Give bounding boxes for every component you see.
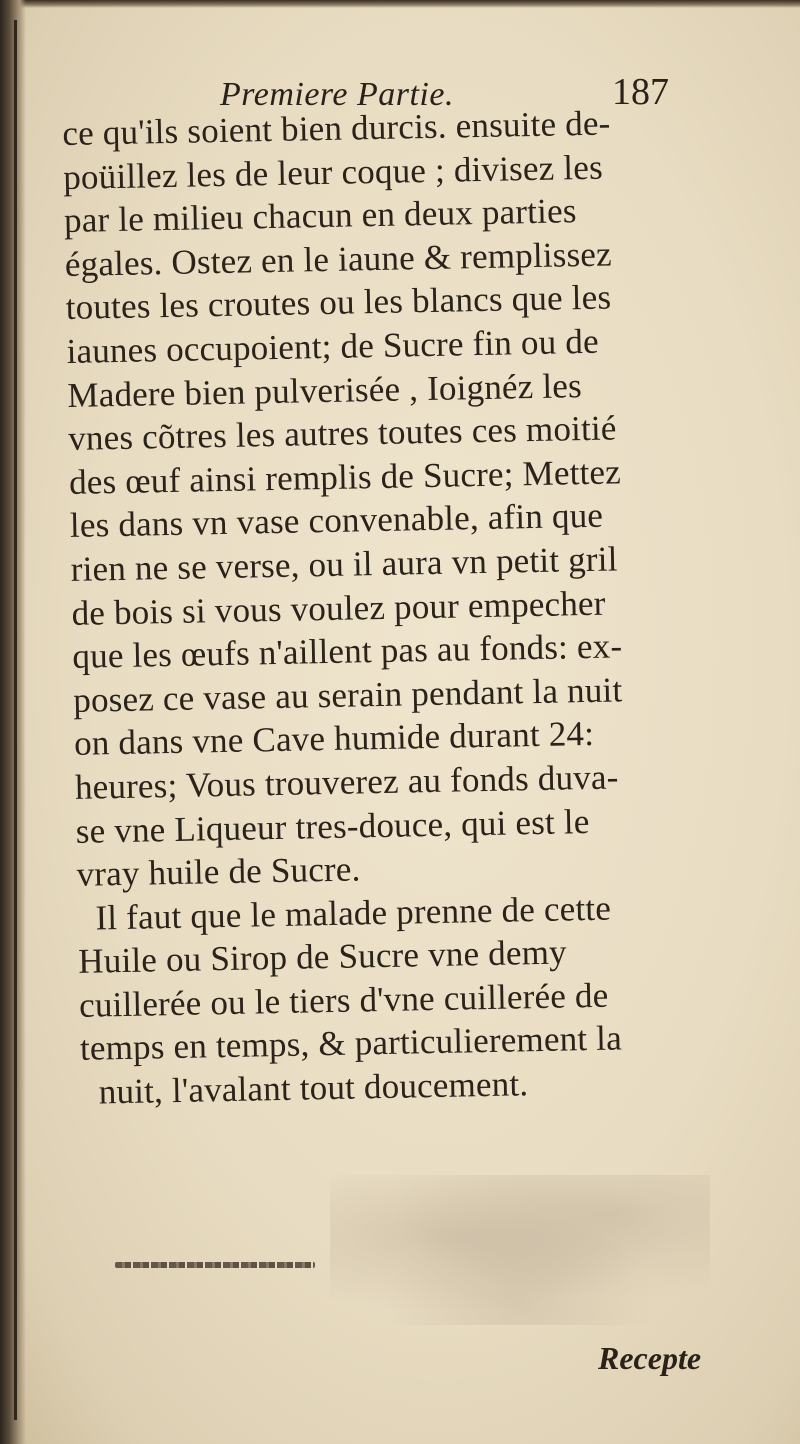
- text-line: se vne Liqueur tres-douce, qui est le: [75, 801, 590, 851]
- text-line: vray huile de Sucre.: [76, 849, 361, 894]
- text-line: on dans vne Cave humide durant 24:: [73, 714, 595, 764]
- binding-gutter: [0, 0, 26, 1444]
- catchword: Recepte: [598, 1340, 702, 1376]
- text-line: Madere bien pulverisée , Ioignéz les: [67, 365, 583, 415]
- text-line: égales. Ostez en le iaune & remplissez: [64, 234, 613, 284]
- body-text: [62, 99, 741, 1114]
- bleed-through-marks: [330, 1175, 710, 1325]
- page-top-edge: [0, 0, 800, 8]
- page-number: 187: [612, 71, 669, 113]
- text-line: vnes cõtres les autres toutes ces moitié: [67, 408, 617, 459]
- text-line: posez ce vase au serain pendant la nuit: [72, 670, 623, 720]
- text-line: Il faut que le malade prenne de cette: [95, 888, 612, 938]
- text-line: poüillez les de leur coque ; divisez les: [62, 147, 604, 197]
- text-line: nuit, l'avalant tout doucement.: [98, 1064, 529, 1112]
- text-line: cuillerée ou le tiers d'vne cuillerée de: [78, 975, 609, 1025]
- text-line: les dans vn vase convenable, afin que: [69, 496, 604, 546]
- text-line: rien ne se verse, ou il aura vn petit gril: [70, 539, 618, 589]
- text-line: toutes les croutes ou les blancs que les: [65, 277, 612, 328]
- gutter-shadow-line: [14, 20, 17, 1420]
- running-title: Premiere Partie.: [220, 76, 454, 113]
- text-line: de bois si vous voulez pour empecher: [71, 583, 606, 633]
- text-line: iaunes occupoient; de Sucre fin ou de: [66, 321, 600, 371]
- text-line: que les œufs n'aillent pas au fonds: ex-: [72, 626, 623, 677]
- ornamental-rule: [115, 1262, 315, 1268]
- text-line: des œuf ainsi remplis de Sucre; Mettez: [68, 452, 622, 502]
- text-line: par le milieu chacun en deux parties: [63, 191, 577, 241]
- text-line: Huile ou Sirop de Sucre vne demy: [77, 932, 568, 982]
- text-line: temps en temps, & particulierement la: [79, 1018, 623, 1069]
- text-line: heures; Vous trouverez au fonds duva-: [74, 757, 619, 807]
- text-line: ce qu'ils soient bien durcis. ensuite de-: [62, 103, 611, 153]
